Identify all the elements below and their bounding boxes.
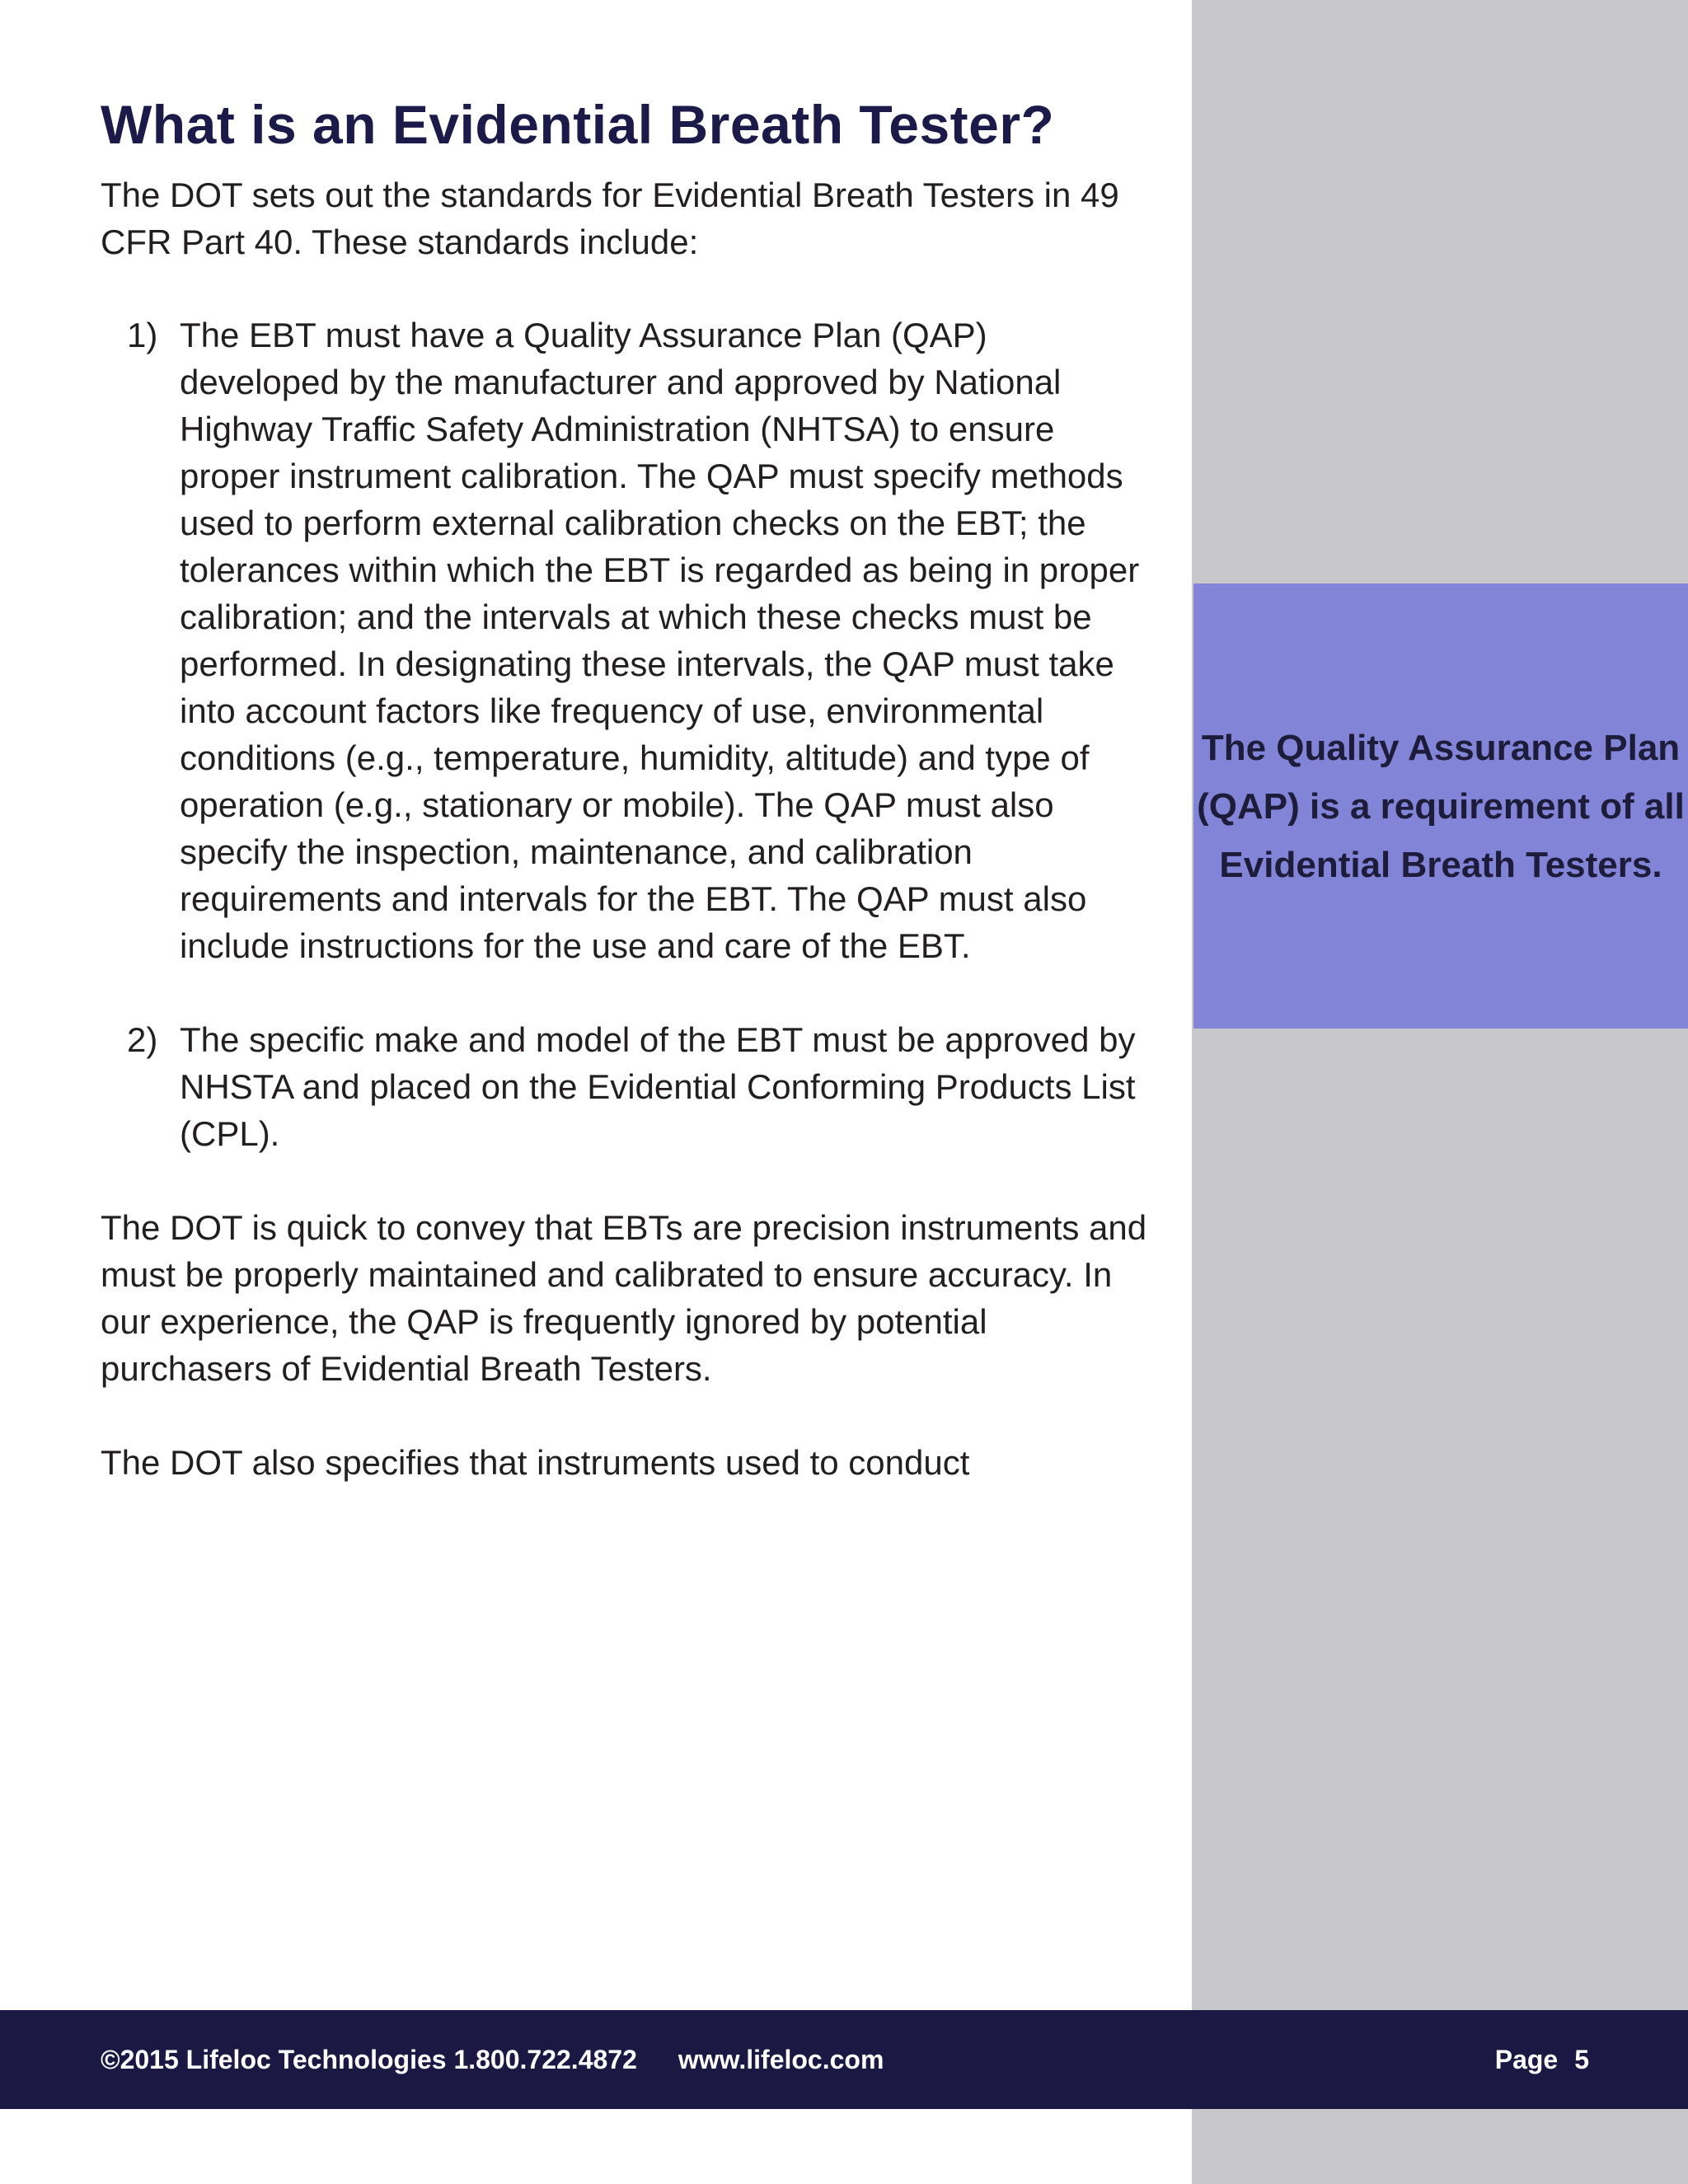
list-item — [101, 1016, 1147, 1157]
website-link[interactable]: www.lifeloc.com — [678, 2044, 884, 2074]
callout-box — [1193, 583, 1688, 1029]
page-label: Page — [1494, 2044, 1559, 2074]
sidebar — [1192, 0, 1688, 2184]
footer-bar — [0, 2010, 1688, 2109]
list-item-text: The specific make and model of the EBT must be approved by NHSTA and placed on the Evidential Conforming Products List (CPL). — [180, 1020, 1136, 1153]
list-number: 2) — [127, 1020, 158, 1059]
standards-list — [101, 312, 1147, 1157]
footer-left — [101, 2010, 884, 2109]
list-item — [101, 312, 1147, 969]
list-number: 1) — [127, 316, 158, 354]
page-number: 5 — [1574, 2044, 1589, 2074]
partial-paragraph: The DOT also specifies that instruments used to conduct — [101, 1443, 970, 1482]
page-title: What is an Evidential Breath Tester? — [101, 94, 1055, 155]
list-item-text: The EBT must have a Quality Assurance Plan (QAP) developed by the manufacturer and approved by National Highway Traffic Safety Administration (NHTSA) to ensure proper instrument calibration. The QAP must specify methods used to perform external calibration checks on the EBT; the tolerances within which the EBT is regarded as being in proper calibration; and the intervals at which these checks must be performed. In designating these intervals, the QAP must take into account factors like frequency of use, environmental conditions (e.g., temperature, humidity, altitude) and type of operation (e.g., stationary or mobile). The QAP must also specify the inspection, maintenance, and calibration requirements and intervals for the EBT. The QAP must also include instructions for the use and care of the EBT. — [180, 316, 1140, 965]
document-content — [101, 89, 1147, 1486]
callout-text: The Quality Assurance Plan (QAP) is a requirement of all Evidential Breath Testers. — [1197, 727, 1685, 885]
page-indicator — [1495, 2010, 1589, 2109]
precision-paragraph: The DOT is quick to convey that EBTs are precision instruments and must be properly maintained and calibrated to ensure accuracy. In our experience, the QAP is frequently ignored by potential purchasers of Evidential Breath Testers. — [101, 1208, 1147, 1388]
intro-paragraph: The DOT sets out the standards for Evidential Breath Testers in 49 CFR Part 40. These standards include: — [101, 176, 1119, 261]
copyright-text: ©2015 Lifeloc Technologies 1.800.722.4872 — [101, 2044, 637, 2074]
